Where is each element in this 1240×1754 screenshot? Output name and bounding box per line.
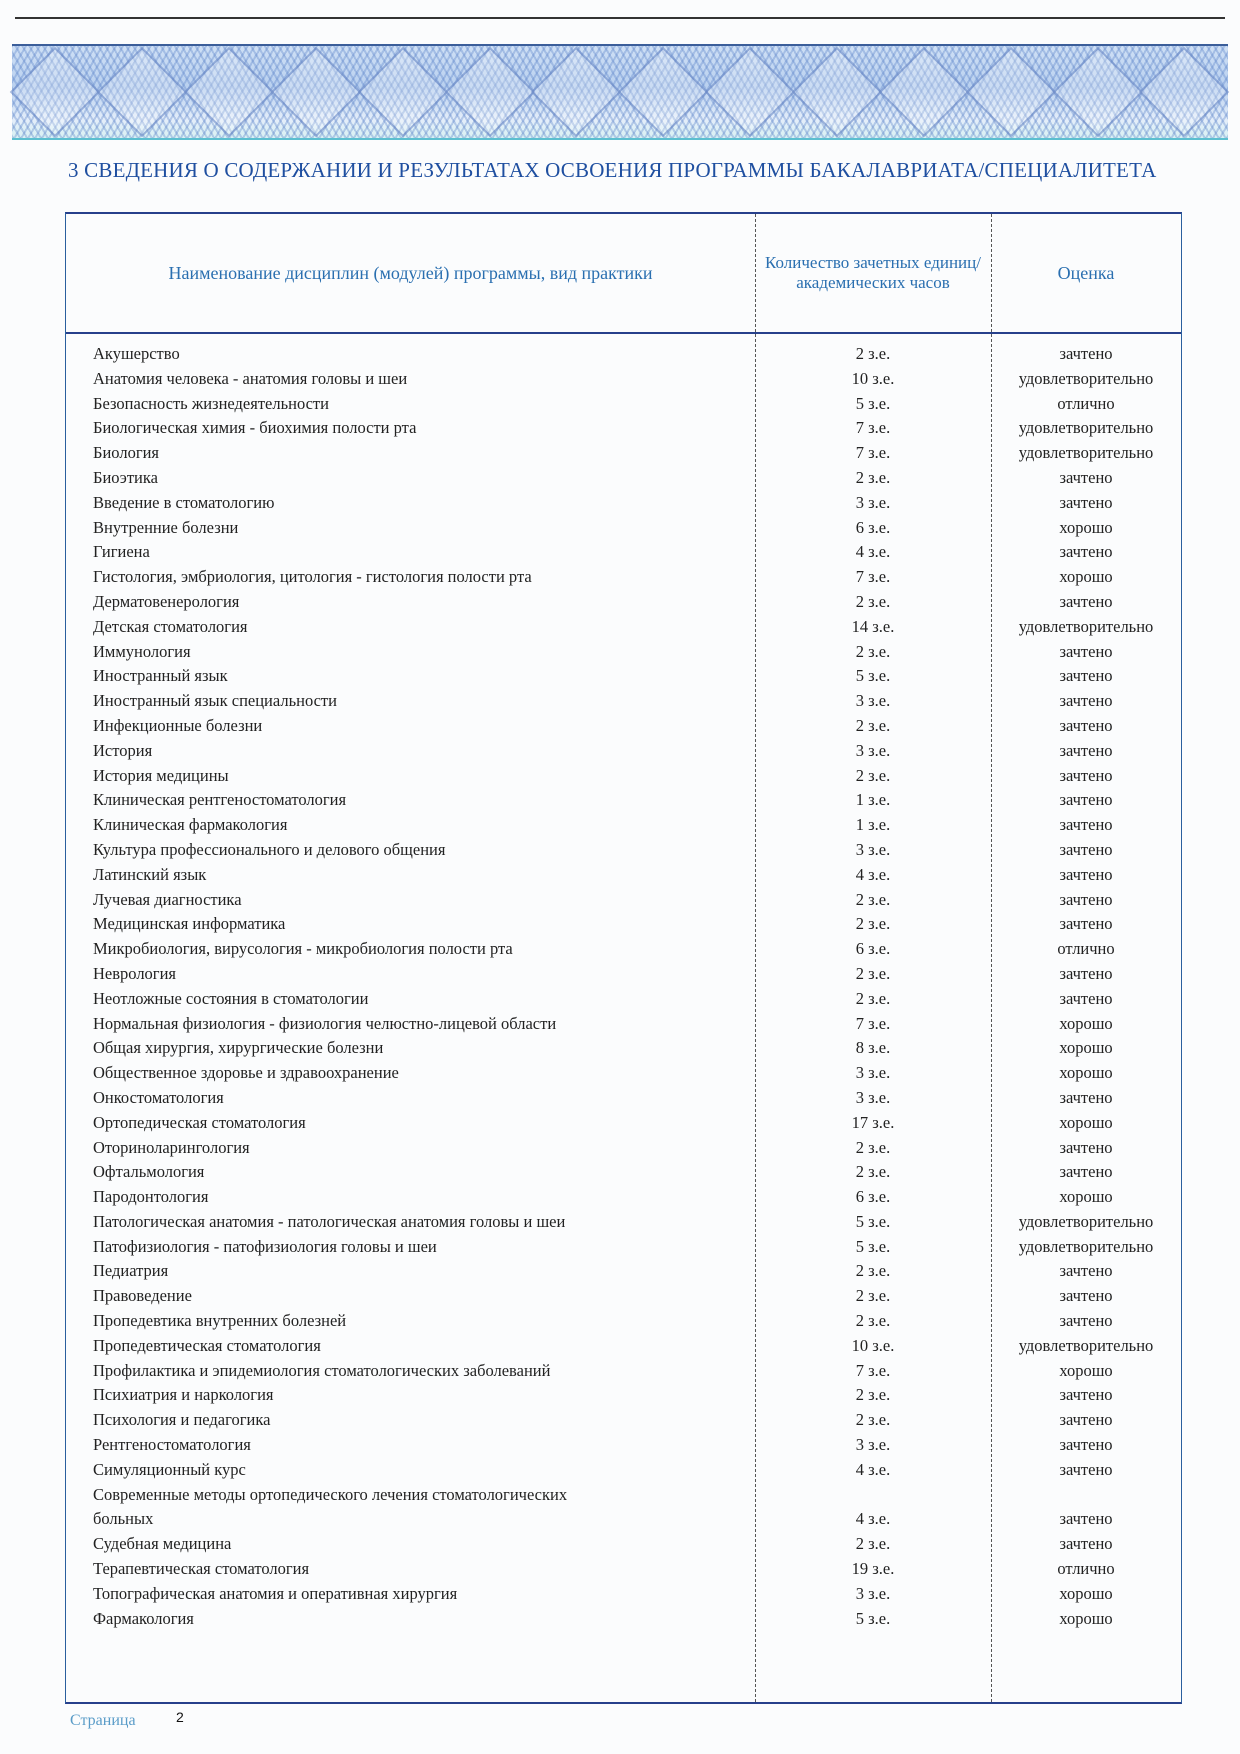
credits-value: 7 з.е. (855, 567, 891, 587)
grade-value: зачтено (1059, 666, 1113, 686)
table-row (66, 394, 1181, 419)
credits-value: 8 з.е. (855, 1038, 891, 1058)
header-grade: Оценка (1057, 262, 1115, 283)
table-row (66, 1162, 1181, 1187)
table-row (66, 1460, 1181, 1485)
discipline-name: История медицины (93, 765, 229, 785)
discipline-name: Патофизиология - патофизиология головы и шеи (93, 1236, 437, 1256)
grade-value: зачтено (1059, 1435, 1113, 1455)
table-row (66, 592, 1181, 617)
discipline-name: Клиническая рентгеностоматология (93, 790, 347, 810)
table-row (66, 418, 1181, 443)
grade-value: зачтено (1059, 1459, 1113, 1479)
credits-value: 2 з.е. (855, 889, 891, 909)
credits-value: 2 з.е. (855, 914, 891, 934)
grade-value: удовлетворительно (1018, 418, 1154, 438)
credits-value: 4 з.е. (855, 864, 891, 884)
credits-value: 2 з.е. (855, 963, 891, 983)
credits-value: 6 з.е. (855, 517, 891, 537)
table-row (66, 666, 1181, 691)
table-row (66, 865, 1181, 890)
credits-value: 5 з.е. (855, 666, 891, 686)
discipline-name: Терапевтическая стоматология (93, 1559, 310, 1579)
table-row (66, 1435, 1181, 1460)
grade-value: хорошо (1059, 567, 1113, 587)
table-row (66, 1410, 1181, 1435)
grade-value: хорошо (1059, 1063, 1113, 1083)
credits-value: 2 з.е. (855, 344, 891, 363)
discipline-name: Анатомия человека - анатомия головы и шеи (93, 368, 408, 388)
discipline-name: Профилактика и эпидемиология стоматологических заболеваний (93, 1360, 551, 1380)
discipline-name: больных (93, 1509, 154, 1529)
discipline-name: Безопасность жизнедеятельности (93, 393, 329, 413)
discipline-name: Гистология, эмбриология, цитология - гистология полости рта (93, 567, 532, 587)
table-row (66, 1088, 1181, 1113)
grade-value: отлично (1057, 939, 1115, 959)
banner-pattern (12, 46, 1228, 138)
table-row (66, 1609, 1181, 1634)
grade-value: хорошо (1059, 1187, 1113, 1207)
table-row (66, 815, 1181, 840)
table-row (66, 914, 1181, 939)
grade-value: зачтено (1059, 715, 1113, 735)
credits-value: 2 з.е. (855, 591, 891, 611)
credits-value: 17 з.е. (851, 1112, 895, 1132)
table-row (66, 443, 1181, 468)
table-row (66, 1113, 1181, 1138)
grade-value: зачтено (1059, 889, 1113, 909)
credits-value: 2 з.е. (855, 1137, 891, 1157)
header-separator (66, 332, 1181, 334)
grade-value: зачтено (1059, 1509, 1113, 1529)
discipline-name: Оториноларингология (93, 1137, 250, 1157)
discipline-name: Латинский язык (93, 864, 207, 884)
credits-value: 6 з.е. (855, 1187, 891, 1207)
discipline-name: Культура профессионального и делового общения (93, 839, 446, 859)
credits-value: 2 з.е. (855, 467, 891, 487)
guilloche-banner (12, 44, 1228, 140)
credits-value: 5 з.е. (855, 393, 891, 413)
discipline-name: Современные методы ортопедического лечения стоматологических (93, 1484, 568, 1504)
grade-value: зачтено (1059, 1137, 1113, 1157)
credits-value: 3 з.е. (855, 691, 891, 711)
discipline-name: Психология и педагогика (93, 1410, 271, 1430)
credits-value: 3 з.е. (855, 1063, 891, 1083)
grade-value: зачтено (1059, 1261, 1113, 1281)
credits-value: 5 з.е. (855, 1236, 891, 1256)
discipline-name: Пропедевтика внутренних болезней (93, 1311, 347, 1331)
grade-value: отлично (1057, 393, 1115, 413)
grade-value: хорошо (1059, 1583, 1113, 1603)
table-row (66, 642, 1181, 667)
discipline-name: Топографическая анатомия и оперативная хирургия (93, 1583, 458, 1603)
table-row (66, 542, 1181, 567)
discipline-name: Акушерство (93, 344, 180, 363)
grade-value: удовлетворительно (1018, 368, 1154, 388)
grade-value: удовлетворительно (1018, 1211, 1154, 1231)
discipline-name: Ортопедическая стоматология (93, 1112, 306, 1132)
grade-value: зачтено (1059, 344, 1113, 363)
grade-value: зачтено (1059, 1410, 1113, 1430)
credits-value: 4 з.е. (855, 542, 891, 562)
discipline-name: Пропедевтическая стоматология (93, 1335, 321, 1355)
grade-value: зачтено (1059, 740, 1113, 760)
discipline-name: Биология (93, 443, 160, 463)
grade-value: зачтено (1059, 815, 1113, 835)
table-row (66, 567, 1181, 592)
table-row (66, 344, 1181, 369)
discipline-name: Введение в стоматологию (93, 492, 275, 512)
credits-value: 2 з.е. (855, 1261, 891, 1281)
grade-value: зачтено (1059, 963, 1113, 983)
discipline-name: Иностранный язык специальности (93, 691, 337, 711)
table-row (66, 741, 1181, 766)
table-row (66, 1336, 1181, 1361)
credits-value: 7 з.е. (855, 418, 891, 438)
table-row (66, 1261, 1181, 1286)
credits-value: 5 з.е. (855, 1608, 891, 1628)
discipline-name: Пародонтология (93, 1187, 209, 1207)
grade-value: зачтено (1059, 1534, 1113, 1554)
credits-value: 7 з.е. (855, 443, 891, 463)
discipline-name: Нормальная физиология - физиология челюстно-лицевой области (93, 1013, 557, 1033)
grade-value: зачтено (1059, 864, 1113, 884)
grade-value: зачтено (1059, 467, 1113, 487)
table-row (66, 716, 1181, 741)
credits-value: 2 з.е. (855, 641, 891, 661)
top-rule (15, 17, 1225, 19)
table-row (66, 1311, 1181, 1336)
credits-value: 14 з.е. (851, 616, 895, 636)
table-row (66, 1014, 1181, 1039)
grade-value: зачтено (1059, 691, 1113, 711)
grade-value: удовлетворительно (1018, 1236, 1154, 1256)
discipline-name: Общественное здоровье и здравоохранение (93, 1063, 399, 1083)
table-row (66, 1286, 1181, 1311)
grade-value: хорошо (1059, 1608, 1113, 1628)
table-row (66, 766, 1181, 791)
discipline-name: Общая хирургия, хирургические болезни (93, 1038, 384, 1058)
credits-value: 1 з.е. (855, 790, 891, 810)
discipline-name: Симуляционный курс (93, 1459, 246, 1479)
credits-value: 3 з.е. (855, 1087, 891, 1107)
credits-value: 10 з.е. (851, 368, 895, 388)
table-row (66, 1509, 1181, 1534)
discipline-name: Микробиология, вирусология - микробиология полости рта (93, 939, 513, 959)
discipline-name: Биологическая химия - биохимия полости рта (93, 418, 417, 438)
table-row (66, 1385, 1181, 1410)
grade-value: хорошо (1059, 1360, 1113, 1380)
credits-value: 2 з.е. (855, 1534, 891, 1554)
page-label: Страница (70, 1712, 136, 1729)
discipline-name: Детская стоматология (93, 616, 248, 636)
table-body (66, 344, 1181, 1633)
table-row (66, 1187, 1181, 1212)
credits-value: 2 з.е. (855, 988, 891, 1008)
credits-value: 3 з.е. (855, 1435, 891, 1455)
table-row (66, 1138, 1181, 1163)
table-row (66, 1361, 1181, 1386)
discipline-name: Иммунология (93, 641, 191, 661)
page-number: 2 (176, 1709, 184, 1725)
grade-value: удовлетворительно (1018, 1335, 1154, 1355)
table-row (66, 1212, 1181, 1237)
table-row (66, 790, 1181, 815)
discipline-name: Биоэтика (93, 467, 158, 487)
credits-value: 2 з.е. (855, 1311, 891, 1331)
discipline-name: Иностранный язык (93, 666, 228, 686)
credits-value: 2 з.е. (855, 765, 891, 785)
discipline-name: Патологическая анатомия - патологическая анатомия головы и шеи (93, 1211, 566, 1231)
grade-value: зачтено (1059, 839, 1113, 859)
credits-value: 2 з.е. (855, 1162, 891, 1182)
table-row (66, 1237, 1181, 1262)
grade-value: удовлетворительно (1018, 616, 1154, 636)
discipline-name: Психиатрия и наркология (93, 1385, 274, 1405)
discipline-name: Педиатрия (93, 1261, 169, 1281)
grade-value: зачтено (1059, 765, 1113, 785)
grade-value: хорошо (1059, 1013, 1113, 1033)
credits-value: 2 з.е. (855, 1385, 891, 1405)
credits-value: 2 з.е. (855, 1410, 891, 1430)
grade-value: зачтено (1059, 914, 1113, 934)
table-row (66, 890, 1181, 915)
grade-value: зачтено (1059, 1162, 1113, 1182)
grade-value: хорошо (1059, 517, 1113, 537)
table-row (66, 1559, 1181, 1584)
table-row (66, 1534, 1181, 1559)
discipline-name: Фармакология (93, 1608, 194, 1628)
credits-value: 2 з.е. (855, 715, 891, 735)
grade-value: удовлетворительно (1018, 443, 1154, 463)
table-row (66, 989, 1181, 1014)
grade-value: отлично (1057, 1559, 1115, 1579)
table-row (66, 1063, 1181, 1088)
credits-value: 7 з.е. (855, 1360, 891, 1380)
grade-value: зачтено (1059, 1087, 1113, 1107)
table-row (66, 1584, 1181, 1609)
discipline-name: Лучевая диагностика (93, 889, 242, 909)
credits-value: 3 з.е. (855, 1583, 891, 1603)
table-row (66, 518, 1181, 543)
discipline-name: Рентгеностоматология (93, 1435, 251, 1455)
credits-value: 3 з.е. (855, 839, 891, 859)
grade-value: хорошо (1059, 1112, 1113, 1132)
table-row (66, 840, 1181, 865)
table-row (66, 964, 1181, 989)
grade-value: зачтено (1059, 1286, 1113, 1306)
grade-value: зачтено (1059, 1311, 1113, 1331)
grade-value: зачтено (1059, 988, 1113, 1008)
credits-value: 5 з.е. (855, 1211, 891, 1231)
table-row (66, 691, 1181, 716)
grade-value: зачтено (1059, 591, 1113, 611)
discipline-name: Неотложные состояния в стоматологии (93, 988, 369, 1008)
grade-value: хорошо (1059, 1038, 1113, 1058)
table-row (66, 369, 1181, 394)
header-discipline-name: Наименование дисциплин (модулей) программы, вид практики (168, 262, 653, 283)
credits-value: 6 з.е. (855, 939, 891, 959)
grade-value: зачтено (1059, 641, 1113, 661)
table-row (66, 468, 1181, 493)
discipline-name: Медицинская информатика (93, 914, 286, 934)
credits-value: 7 з.е. (855, 1013, 891, 1033)
table-row (66, 617, 1181, 642)
grade-value: зачтено (1059, 542, 1113, 562)
section-title: 3 СВЕДЕНИЯ О СОДЕРЖАНИИ И РЕЗУЛЬТАТАХ ОСВОЕНИЯ ПРОГРАММЫ БАКАЛАВРИАТА/СПЕЦИАЛИТЕТА (68, 158, 1157, 182)
discipline-name: Внутренние болезни (93, 517, 239, 537)
disciplines-table (65, 212, 1182, 1704)
credits-value: 4 з.е. (855, 1509, 891, 1529)
discipline-name: Онкостоматология (93, 1087, 224, 1107)
discipline-name: Клиническая фармакология (93, 815, 288, 835)
table-row (66, 493, 1181, 518)
credits-value: 2 з.е. (855, 1286, 891, 1306)
discipline-name: Судебная медицина (93, 1534, 232, 1554)
credits-value: 4 з.е. (855, 1459, 891, 1479)
discipline-name: Офтальмология (93, 1162, 205, 1182)
credits-value: 3 з.е. (855, 492, 891, 512)
grade-value: зачтено (1059, 1385, 1113, 1405)
table-row (66, 1485, 1181, 1510)
discipline-name: Правоведение (93, 1286, 192, 1306)
discipline-name: История (93, 740, 153, 760)
table-row (66, 1038, 1181, 1063)
discipline-name: Дерматовенерология (93, 591, 240, 611)
credits-value: 3 з.е. (855, 740, 891, 760)
credits-value: 1 з.е. (855, 815, 891, 835)
discipline-name: Инфекционные болезни (93, 715, 263, 735)
grade-value: зачтено (1059, 492, 1113, 512)
header-credits: Количество зачетных единиц/ академических часов (765, 253, 981, 292)
credits-value: 19 з.е. (851, 1559, 895, 1579)
discipline-name: Гигиена (93, 542, 150, 562)
credits-value: 10 з.е. (851, 1335, 895, 1355)
discipline-name: Неврология (93, 963, 176, 983)
table-row (66, 939, 1181, 964)
grade-value: зачтено (1059, 790, 1113, 810)
